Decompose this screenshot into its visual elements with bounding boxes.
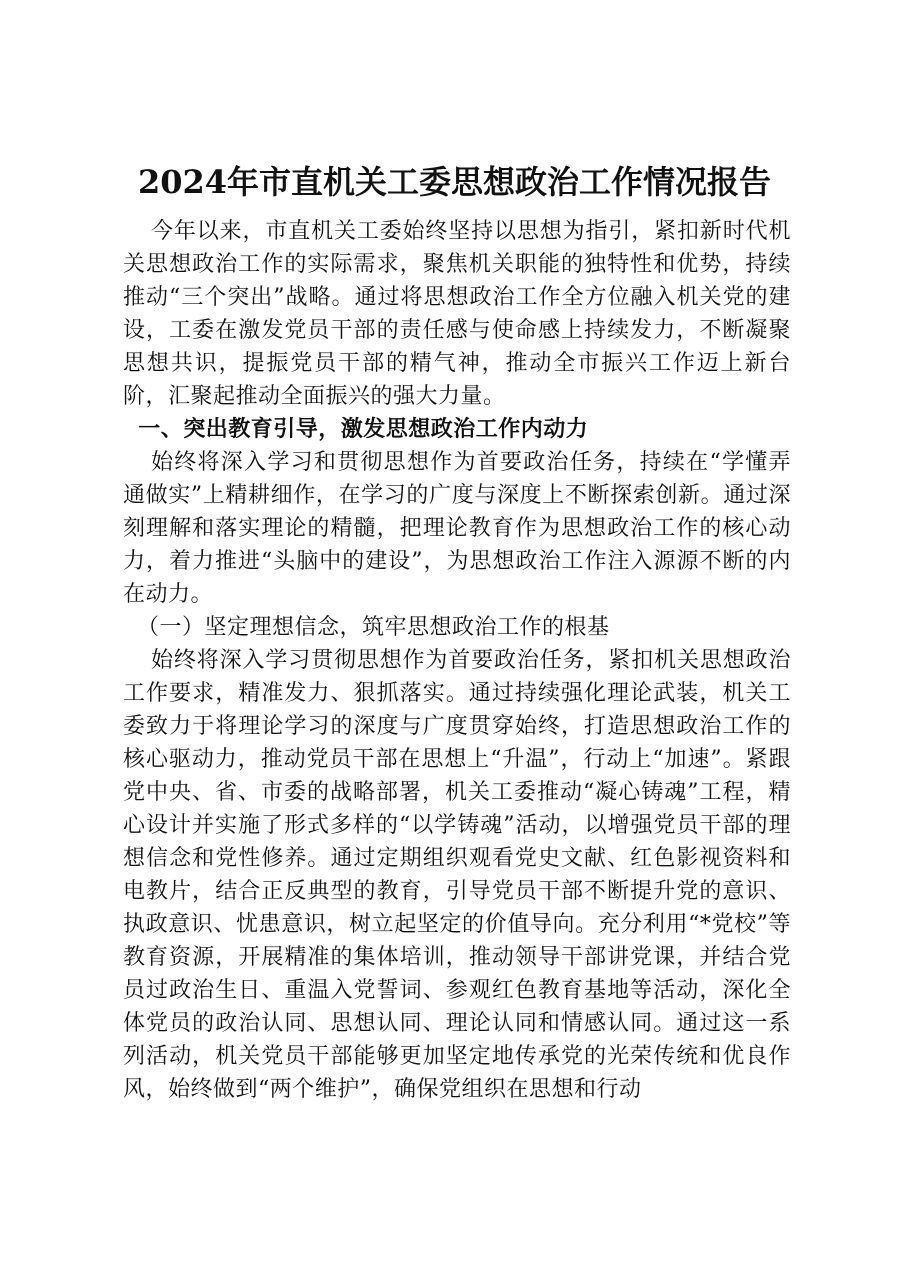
intro-paragraph: 今年以来，市直机关工委始终坚持以思想为指引，紧扣新时代机关思想政治工作的实际需求，聚焦机关职能的独特性和优势，持续推动“三个突出”战略。通过将思想政治工作全方位融入机关党的建设，工委在激发党员干部的责任感与使命感上持续发力，不断凝聚思想共识，提振党员干部的精气神，推动全市振兴工作迈上新台阶，汇聚起推动全面振兴的强大力量。	[123, 219, 791, 409]
section-1-paragraph: 始终将深入学习和贯彻思想作为首要政治任务，持续在“学懂弄通做实”上精耕细作，在学习的广度与深度上不断探索创新。通过深刻理解和落实理论的精髓，把理论教育作为思想政治工作的核心动力，着力推进“头脑中的建设”，为思想政治工作注入源源不断的内在动力。	[123, 450, 791, 607]
section-1-heading: 一、突出教育引导，激发思想政治工作内动力	[138, 417, 589, 442]
document-body	[123, 215, 791, 1106]
document-title: 2024年市直机关工委思想政治工作情况报告	[137, 163, 772, 201]
subsection-1-paragraph: 始终将深入学习贯彻思想作为首要政治任务，紧扣机关思想政治工作要求，精准发力、狠抓落实。通过持续强化理论武装，机关工委致力于将理论学习的深度与广度贯穿始终，打造思想政治工作的核心驱动力，推动党员干部在思想上“升温”，行动上“加速”。紧跟党中央、省、市委的战略部署，机关工委推动“凝心铸魂”工程，精心设计并实施了形式多样的“以学铸魂”活动，以增强党员干部的理想信念和党性修养。通过定期组织观看党史文献、红色影视资料和电教片，结合正反典型的教育，引导党员干部不断提升党的意识、执政意识、忧患意识，树立起坚定的价值导向。充分利用“*党校”等教育资源，开展精准的集体培训，推动领导干部讲党课，并结合党员过政治生日、重温入党誓词、参观红色教育基地等活动，深化全体党员的政治认同、思想认同、理论认同和情感认同。通过这一系列活动，机关党员干部能够更加坚定地传承党的光荣传统和优良作风，始终做到“两个维护”，确保党组织在思想和行动	[123, 648, 791, 1102]
subsection-1-heading: （一）坚定理想信念，筑牢思想政治工作的根基	[136, 615, 610, 640]
